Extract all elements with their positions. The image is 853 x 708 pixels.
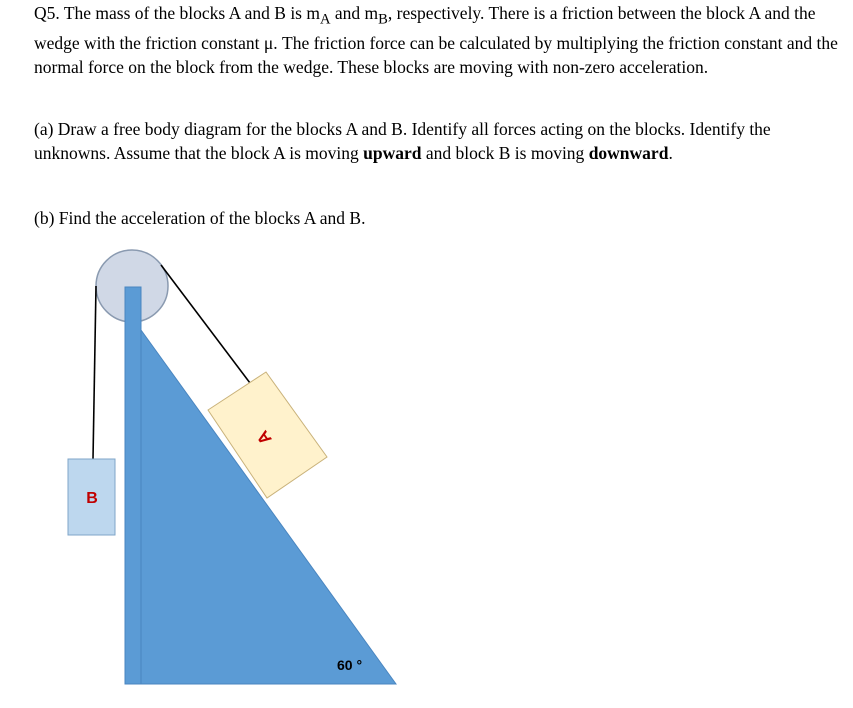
question-part-b: (b) Find the acceleration of the blocks A and B.: [34, 208, 366, 228]
rope-to-block-a: [161, 265, 250, 383]
part-a-bold-downward: downward: [588, 142, 669, 163]
angle-label: 60 °: [337, 657, 363, 673]
subscript-a: A: [319, 11, 331, 28]
part-a-text-2: and block B is moving: [421, 142, 589, 163]
block-a-label: A: [252, 427, 276, 449]
question-number: Q5.: [34, 3, 60, 23]
intro-text-2: and m: [330, 3, 379, 23]
intro-text-3: , respectively. There is a friction between the block A and the wedge with the friction constant μ. The friction force can be calculated by multiplying the friction constant and the normal force on the block from the wedge. These blocks are moving with non-zero acceleration.: [34, 3, 838, 77]
block-b-label: B: [86, 490, 98, 507]
part-a-bold-upward: upward: [363, 142, 422, 163]
part-a-text-1: (a) Draw a free body diagram for the blocks A and B. Identify all forces acting on the blocks. Identify the unknowns. Assume that the block A is moving: [34, 119, 771, 163]
part-a-text-3: .: [668, 142, 673, 163]
subscript-b: B: [378, 11, 388, 28]
intro-text-1: The mass of the blocks A and B is m: [59, 3, 320, 23]
rope-to-block-b: [93, 286, 96, 459]
pulley-post: [125, 287, 141, 684]
